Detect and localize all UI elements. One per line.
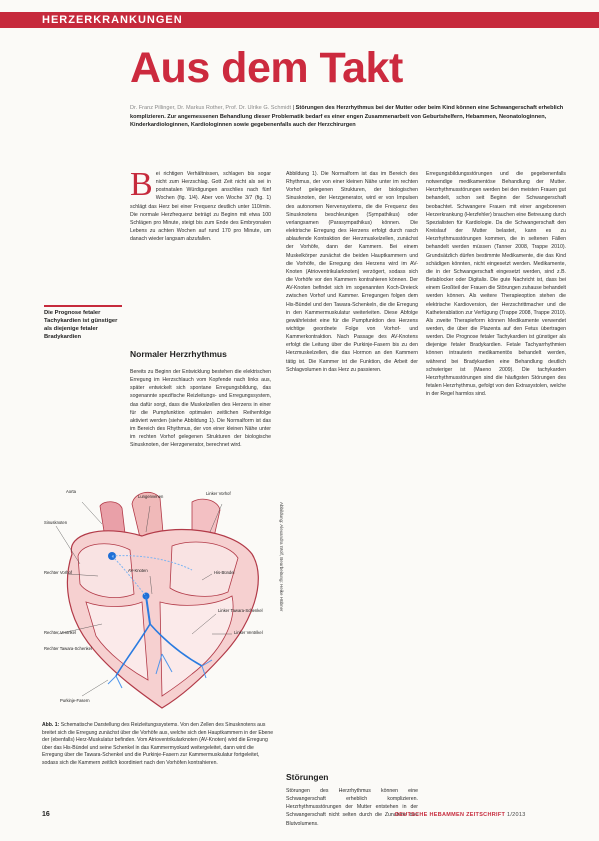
heading-stoerungen: Störungen (286, 772, 329, 782)
figure-credit (276, 502, 284, 662)
label-left-atrium-top: Linker Vorhof (206, 491, 231, 496)
heart-conduction-figure (42, 484, 274, 716)
caption-label: Abb. 1: (42, 722, 60, 728)
label-pulmonary: Lungenvenen (138, 494, 164, 499)
label-aorta: Aorta (66, 489, 77, 494)
byline-authors: Dr. Franz Pillinger, Dr. Markus Rother, Prof. Dr. Ulrike G. Schmidt (130, 105, 292, 111)
right-atrium-shape (78, 544, 134, 598)
byline (130, 104, 570, 130)
intro-text: ei richtigen Verhältnissen, schlagen bis sogar nicht zum Herzschlag. Gott Zeit nicht als sei in postnatalen Würdigungen anschlies nach fünf Wochen (fig. 1/4). Aber von Woche 3/7 (fig. 1) schlägt das Herz bei einer Frequenz deutlich unter 110/min. Die normale Herzfrequenz beträgt zu Beginn mit etwa 100 Schlägen pro Minute, steigt bis zum Ende des Embryonalen Lebens zu achten Wochen auf rund 170 pro Minute, um danach wieder langsam abzufallen. (130, 171, 271, 243)
dropcap: B (130, 170, 153, 203)
stoerungen-text: Störungen des Herzrhythmus können eine Schwangerschaft erheblich komplizieren. Herzrhythmusstörungen der Mutter entstehen in der Schwangerschaft nicht selten durch die Zunahme des Blutvolumens. (286, 788, 418, 827)
label-right-atrium: Rechter Vorhof (44, 570, 72, 575)
label-av-node: AV-Knoten (128, 568, 148, 573)
heart-illustration (42, 484, 274, 716)
column-2-text: Abbildung 1). Die Normalform ist das im Bereich des Rhythmus, der von einer kleinen Nähe unter im rechten Vorhof gelegenen Strukturen, der biologischen Sinusknoten, der Herzgenerator, wird er von Impulsen des autonomen Nervensystems, die die Frequenz des Sinusknotens beschleunigen (Sympathikus) oder verlangsamen (Parasympathikus) können. Die elektrische Erregung des Herzens erfolgt durch rasch ablaufende Kontraktion der Herzmuskelzellen, zunächst der Vorhöfe, dann der Kammern. Bei einem Muskelkörper zunächst die beiden Hauptkammern und die Vorhöfe, die Erregung des Herzens wird im AV-Knoten (Atrioventrikularknoten) verzögert, sodass sich die Vorhöfe vor den Kammern kontrahieren können. Der AV-Knoten befindet sich im sogenannten Koch-Dreieck zwischen Vorhof und Kammer. Erregungen folgen dem His-Bündel und den Tawara-Schenkeln, die die Erregung in den Kammermuskulatur weiterleiten. Diese Abfolge gewährleistet eine für die Pumpfunktion des Herzens wichtige geordnete Folge von Vorhof- und Kammerkontraktion. Nach Passage des AV-Knotens erfolgt die Leitung über die Purkinje-Fasern bis zu den Herzmuskelzellen, die das Hormon an den Kammern tätig ist. Die Kammer ist die Funktion, die Arbeit der Schlagvolumen in das Herz zu passieren. (286, 171, 418, 373)
label-left-ventricle: Linker Ventrikel (234, 630, 263, 635)
footer-brand: DEUTSCHE HEBAMMEN ZEITSCHRIFT (395, 812, 506, 818)
footer-issue: 1/2013 (506, 812, 526, 818)
figure-caption (42, 722, 274, 768)
figure-credit-text: Abbildung: Alexandra Wolf, Bearbeitung: Heike Hübner (279, 502, 284, 612)
byline-lead: Störungen des Herzrhythmus bei der Mutter oder beim Kind können eine Schwangerschaft erheblich komplizieren. Zur angemessenen Behandlung dieser Problematik bedarf es einer engen Zusammenarbeit von Geburtshelfern, Hebammen, Neonatologinnen, Kinderkardiologinnen, Kardiologinnen sowie gegebenenfalls auch der Herzchirurgen (130, 105, 564, 129)
label-sinus: Sinusknoten (44, 520, 68, 525)
rubric: HERZERKRANKUNGEN (42, 14, 183, 26)
column-2-stoerungen-text (286, 787, 418, 827)
normal-section-text: Bereits zu Beginn der Entwicklung bestehen die elektrischen Erregung im Herzschlauch vom Kopfende nach links aus, später entwickelt sich spontane Erregungsbildung, das sogenannte spezifische Reizleitungs- und Erregungssystem, das dafür sorgt, dass die Muskelzellen des Herzens in einer für die Pumpfunktion optimalen zeitlichen Reihenfolge aktiviert werden (siehe Abbildung 1). Die Normalform ist das im Bereich des Rhythmus, der von einer kleinen Nähe unter im rechten Vorhof gelegenen Strukturen der biologische Sinusknoten, der Herzgenerator, berechnet wird. (130, 369, 271, 449)
sidebar-pull-quote: Die Prognose fetaler Tachykardien ist günstiger als diejenige fetaler Bradykardien (44, 305, 122, 341)
column-1-normal-text (130, 368, 271, 478)
page-number: 16 (42, 811, 50, 818)
column-2 (286, 170, 418, 756)
footer (395, 812, 526, 818)
label-left-bundle: Linker Tawara-Schenkel (218, 608, 263, 613)
column-1-intro (130, 170, 271, 298)
label-right-ventricle: Rechter Ventrikel (44, 630, 76, 635)
byline-separator: | (292, 105, 295, 111)
label-right-bundle: Rechter Tawara-Schenkel (44, 646, 92, 651)
heading-normaler-herzrhythmus: Normaler Herzrhythmus (130, 349, 227, 359)
headline: Aus dem Takt (130, 44, 403, 92)
caption-text: Schematische Darstellung des Reizleitungssystems. Von den Zellen des Sinusknotens aus breitet sich die Erregung zunächst über die Vorhöfe aus, welche sich den Hauptkammern in der Ebene der (ebenfalls) Herz-Muskulatur befinden. Vom Atrioventrikularknoten (AV-Knoten) wird die Erregung über das His-Bündel und seine Schenkel in das Kammermyokard weitergeleitet, dann wird die Erregung über die Tawara-Schenkel und die Purkinje-Fasern zur Kammermuskulatur fortgeleitet, sodass sich die Kammern zeitlich koordiniert nach den Vorhöfen kontrahieren. (42, 722, 274, 766)
label-purkinje: Purkinje-Fasern (60, 698, 90, 703)
label-his: His-Bündel (214, 570, 235, 575)
column-3-text: Erregungsbildungsstörungen und die gegebenenfalls notwendige medikamentöse Behandlung der Mutter. Herzrhythmusstörungen werden bei den meisten Frauen gut behandelt, schon seit Beginn der Schwangerschaft beobachtet. Schwangere Frauen mit einer angeborenen Herzerkrankung (Herzfehler) brauchen eine Betreuung durch Spezialisten für Kardiologie. Da die Schwangerschaft den Kreislauf der Mutter belastet, kann es zu Herzrhythmusstörungen kommen, die in seltenen Fällen behandelt werden müssen (Tanner 2008, Trappe 2010). Grundsätzlich dürfen bestimmte Medikamente, die das Kind schädigen könnten, nicht eingesetzt werden. Medikamente, die in der Schwangerschaft eingesetzt werden, sind z.B. Betablocker oder Digitalis. Die gute Nachricht ist, dass bei einem Großteil der Frauen die Störungen zuhause behandelt werden können. Als weitere Therapieoption stehen die elektrische Kardioversion, der Herzschrittmacher und die Katheterablation zur Verfügung (Trappe 2008, Trappe 2010). Als zweite Therapieform können Medikamente verwendet werden, die über die Plazenta auf den Fetus übertragen werden. Die Prognose fetaler Tachykardien ist günstiger als diejenige fetaler Bradykardien. Fetale Tachyarrhythmien können intrauterin medikamentös behandelt werden, während bei Bradykardien eine Behandlung deutlich schwieriger ist (Maeno 2009). Die tachykarden Herzrhythmusstörungen sind die häufigsten Störungen des fetalen Herzrhythmus, gefolgt von den Extrasystolen, welche in der Regel harmlos sind. (426, 171, 566, 398)
column-3 (426, 170, 566, 806)
